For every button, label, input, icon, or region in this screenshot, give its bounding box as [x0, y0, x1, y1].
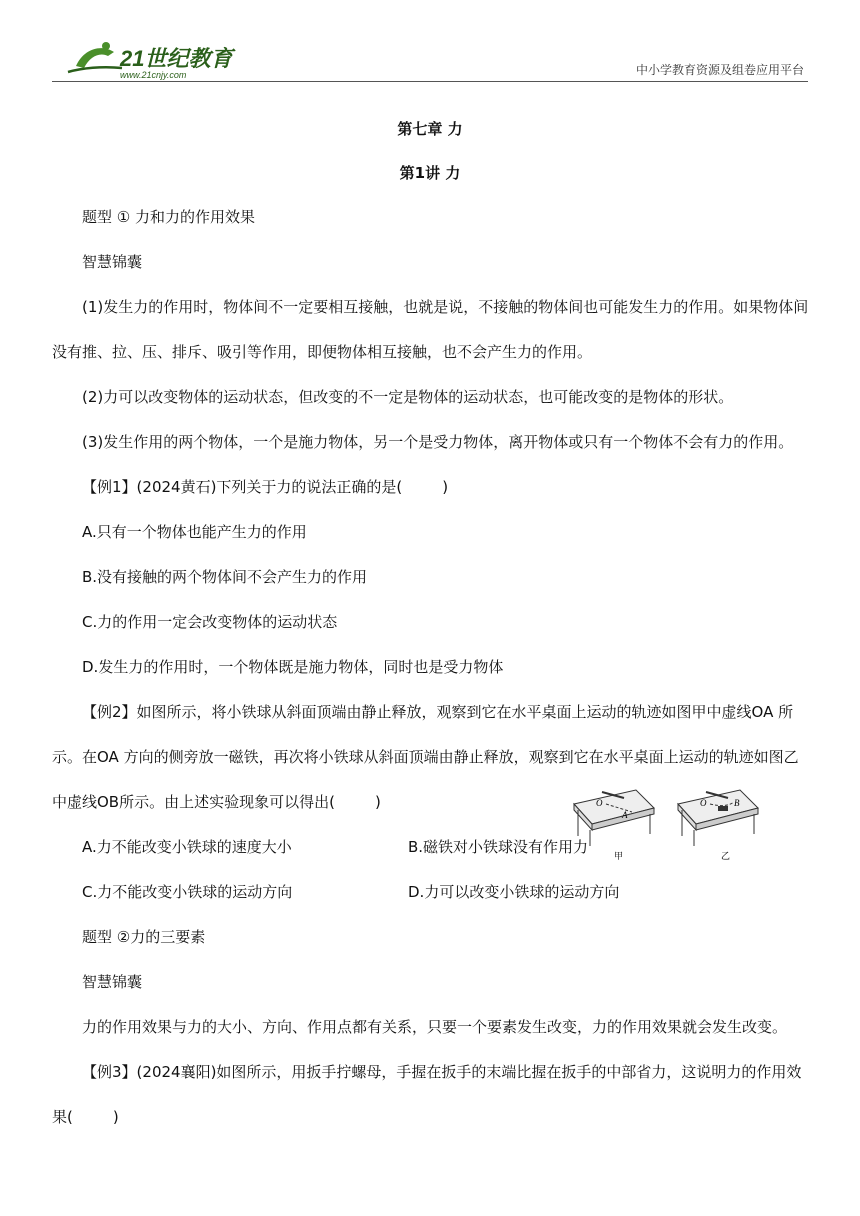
chapter-title: 第七章 力: [397, 120, 463, 138]
section1-p1-line1: (1)发生力的作用时，物体间不一定要相互接触，也就是说，不接触的物体间也可能发生力的作用。如果物体间: [82, 298, 809, 316]
header-platform-text: 中小学教育资源及组卷应用平台: [635, 63, 804, 77]
ex2-figure: [566, 782, 776, 862]
ex2-option-c: C.力不能改变小铁球的运动方向: [82, 883, 293, 901]
ex2-stem-line3-text: 中虚线OB所示。由上述实验现象可以得出(: [52, 793, 335, 811]
page-header: [52, 34, 808, 82]
lesson-title: 第1讲 力: [399, 164, 461, 182]
ex1-option-c: C.力的作用一定会改变物体的运动状态: [82, 613, 338, 631]
section1-p1-line2: 没有推、拉、压、排斥、吸引等作用，即便物体相互接触，也不会产生力的作用。: [52, 343, 593, 361]
logo-url: www.21cnjy.com: [120, 70, 187, 80]
figure-jia-O: O: [596, 798, 603, 808]
figure-yi-O: O: [700, 798, 707, 808]
ex1-stem-close: ): [442, 478, 449, 496]
magnet-icon: [718, 806, 728, 811]
header-divider: [52, 81, 808, 82]
runner-icon: [76, 48, 114, 68]
ex2-stem-line1: 【例2】如图所示，将小铁球从斜面顶端由静止释放，观察到它在水平桌面上运动的轨迹如图甲中虚线OA 所: [82, 703, 794, 721]
ex2-option-a: A.力不能改变小铁球的速度大小: [82, 838, 292, 856]
ex1-option-a: A.只有一个物体也能产生力的作用: [82, 523, 307, 541]
ex2-stem-close: ): [374, 793, 381, 811]
ex3-stem-line2: [52, 1106, 119, 1127]
ex2-stem-line2: 示。在OA 方向的侧旁放一磁铁，再次将小铁球从斜面顶端由静止释放，观察到它在水平桌面上运动的轨迹如图乙: [52, 748, 799, 766]
ex2-stem-line3: [52, 791, 381, 812]
section2-heading: 题型 ②力的三要素: [82, 928, 206, 946]
logo-21cnjy: [62, 38, 237, 82]
section1-p3: (3)发生作用的两个物体，一个是施力物体，另一个是受力物体，离开物体或只有一个物体不会有力的作用。: [82, 433, 794, 451]
ex1-stem-text: 【例1】(2024黄石)下列关于力的说法正确的是(: [82, 478, 403, 496]
ex3-stem-line1: 【例3】(2024襄阳)如图所示，用扳手拧螺母，手握在扳手的末端比握在扳手的中部省力，这说明力的作用效: [82, 1063, 802, 1081]
ex1-option-b: B.没有接触的两个物体间不会产生力的作用: [82, 568, 368, 586]
ex2-option-d: D.力可以改变小铁球的运动方向: [408, 883, 620, 901]
section1-p2: (2)力可以改变物体的运动状态，但改变的不一定是物体的运动状态，也可能改变的是物体的形状。: [82, 388, 734, 406]
ex1-option-d: D.发生力的作用时，一个物体既是施力物体，同时也是受力物体: [82, 658, 504, 676]
section2-p1: 力的作用效果与力的大小、方向、作用点都有关系，只要一个要素发生改变，力的作用效果就会发生改变。: [82, 1018, 788, 1036]
section1-heading: 题型 ① 力和力的作用效果: [82, 208, 255, 226]
figure-yi-B: B: [734, 798, 740, 808]
figure-yi-label: 乙: [721, 852, 731, 862]
ex1-stem: [82, 476, 448, 497]
section2-tips-label: 智慧锦囊: [82, 973, 143, 991]
ex3-stem-close: ): [112, 1108, 119, 1126]
figure-jia-A: A: [622, 810, 628, 820]
logo-text: 21世纪教育: [120, 46, 233, 71]
figure-jia-label: 甲: [614, 852, 624, 862]
figure-yi-table: [678, 790, 758, 862]
section1-tips-label: 智慧锦囊: [82, 253, 143, 271]
ex3-stem-line2-text: 果(: [52, 1108, 73, 1126]
ex2-option-b: B.磁铁对小铁球没有作用力: [408, 838, 589, 856]
